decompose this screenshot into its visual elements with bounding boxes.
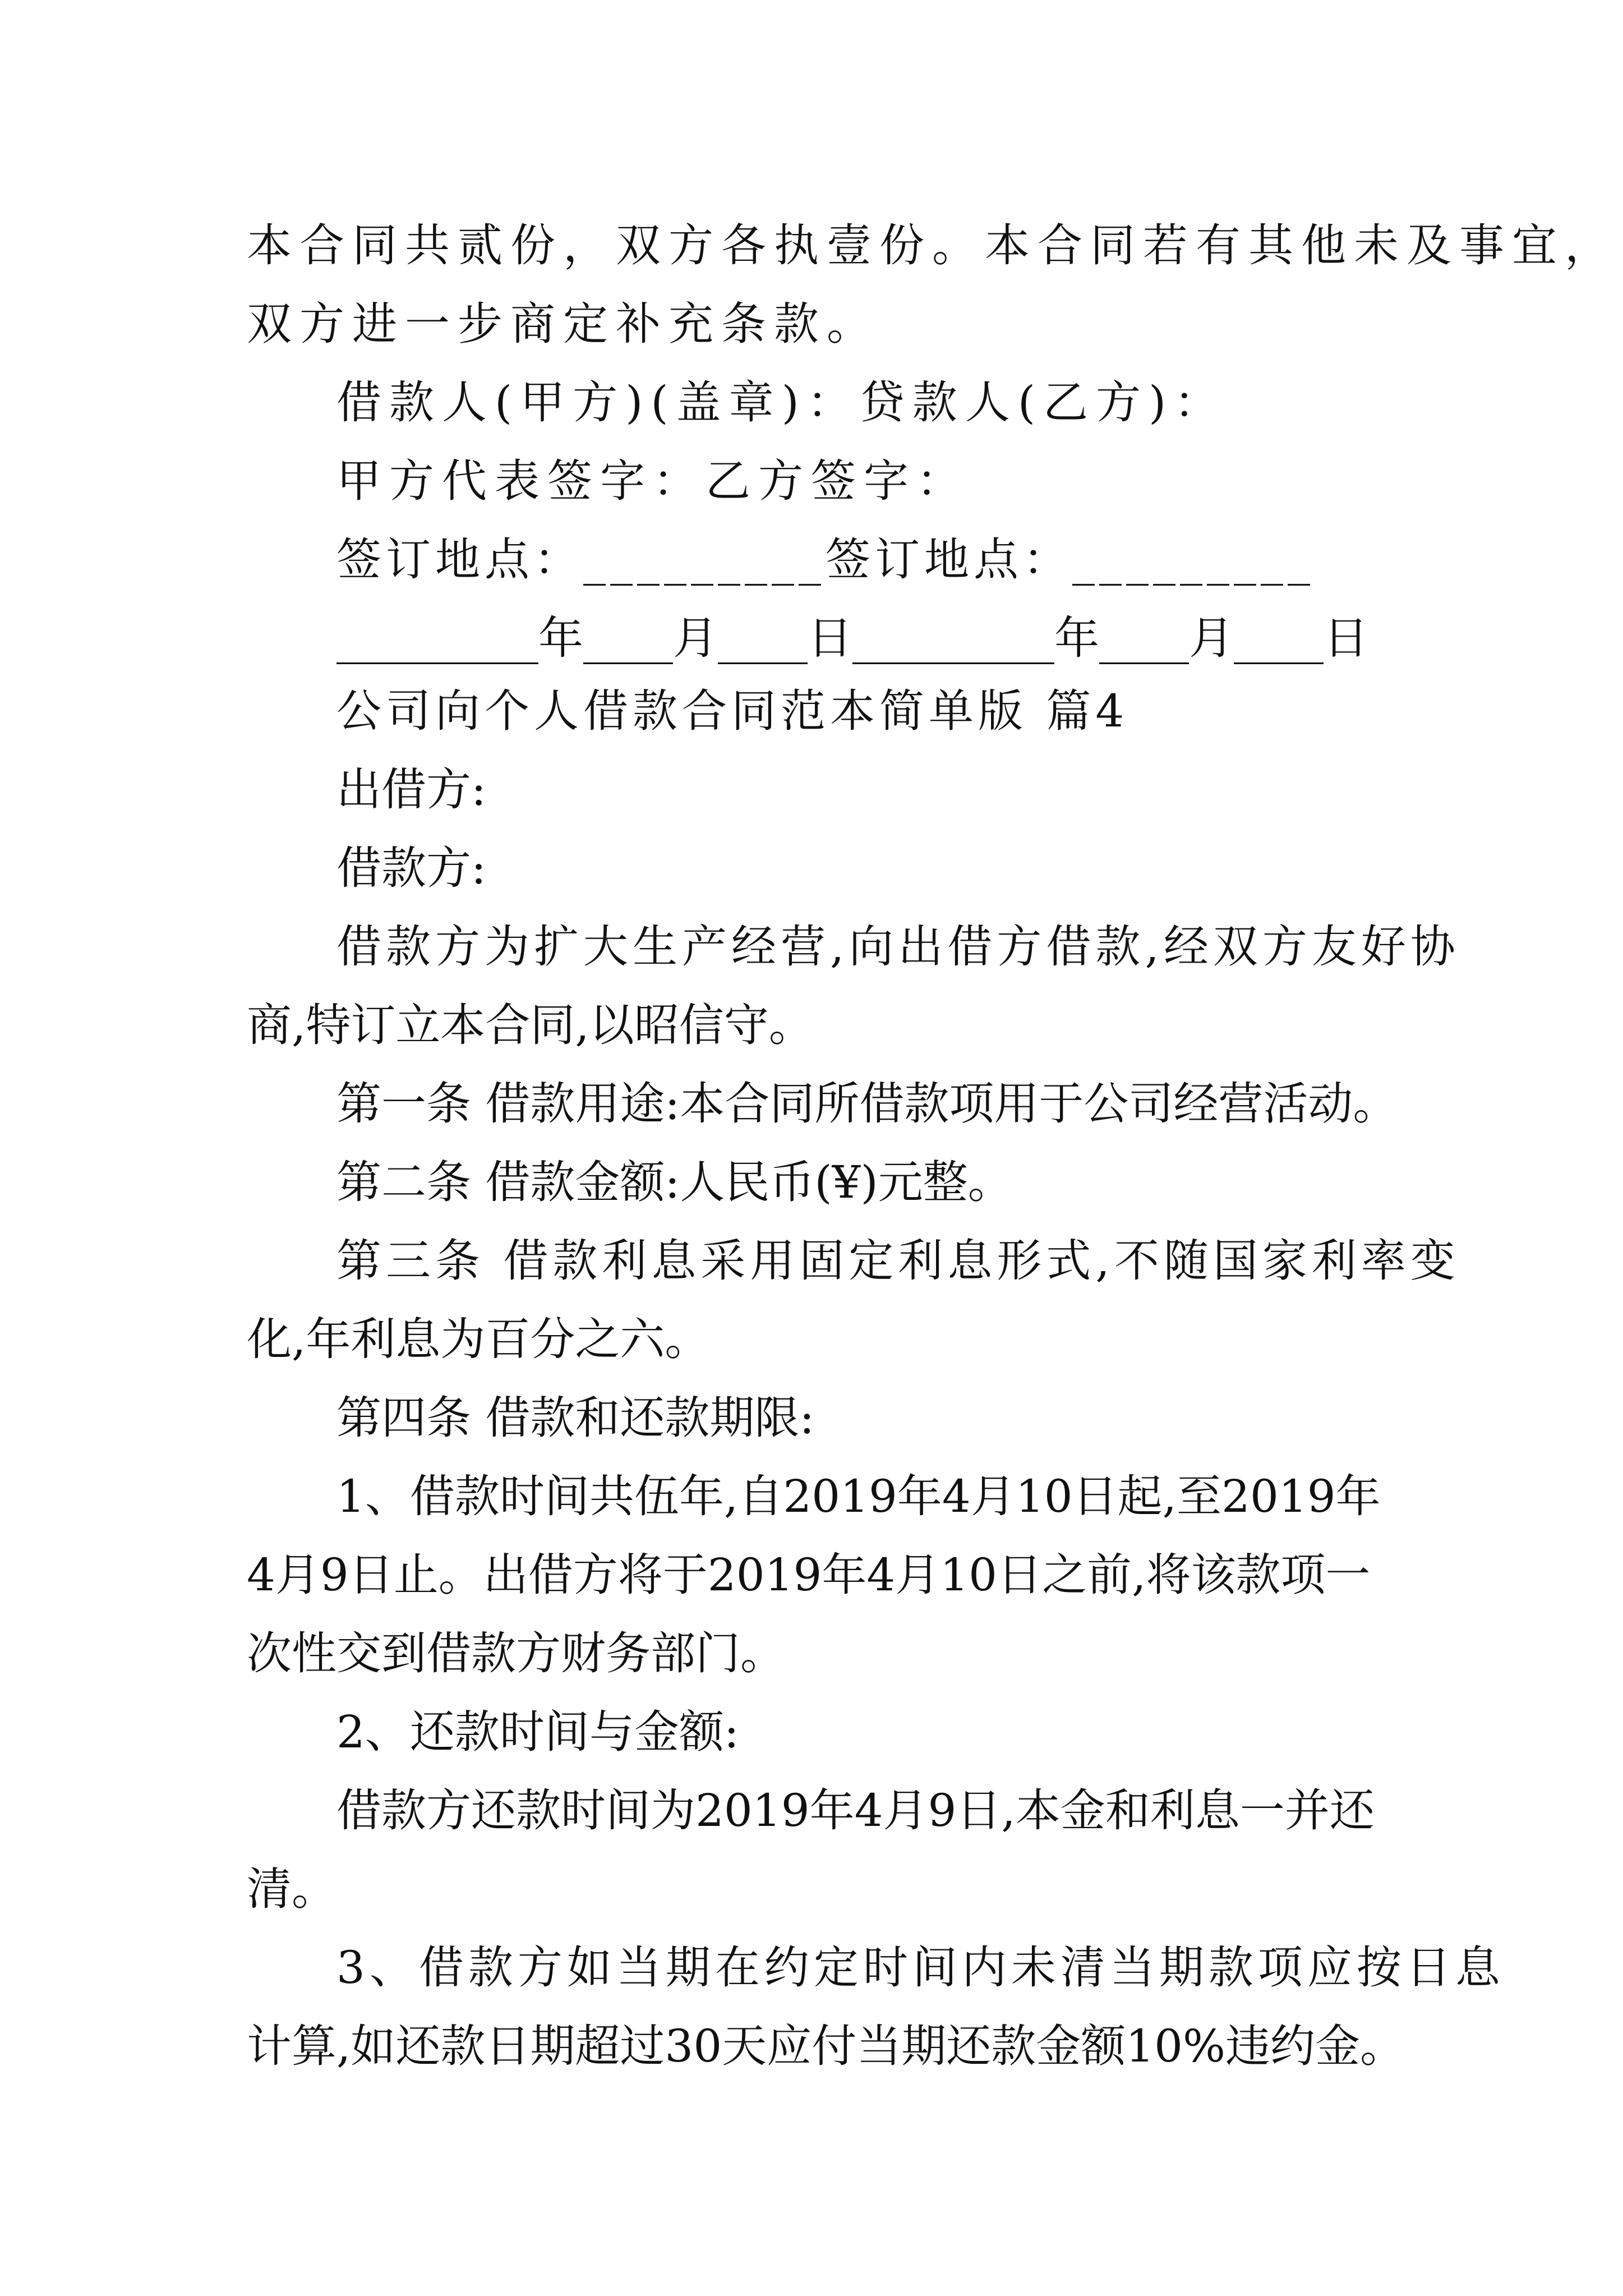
paragraph-line: 计算,如还款日期超过30天应付当期还款金额10%违约金。 [247,2020,1405,2072]
lender-label: 出借方: [336,763,486,816]
signing-date-line: _________年____月____日_________年____月____日 [336,612,1368,664]
paragraph-line: 双方进一步商定补充条款。 [247,298,879,350]
paragraph-line: 1、借款时间共伍年,自2019年4月10日起,至2019年 [336,1470,1381,1522]
paragraph-line: 3、借款方如当期在约定时间内未清当期款项应按日息 [336,1941,1505,1994]
paragraph-line: 2、还款时间与金额: [336,1706,739,1758]
paragraph-line: 借款方还款时间为2019年4月9日,本金和利息一并还 [336,1784,1375,1837]
paragraph-line: 清。 [247,1863,336,1915]
paragraph-line: 本合同共贰份，双方各执壹份。本合同若有其他未及事宜， [247,219,1617,272]
article-line: 第三条 借款利息采用固定利息形式,不随国家利率变 [336,1235,1460,1287]
signature-label-line: 甲方代表签字：乙方签字： [336,455,969,507]
article-line: 第二条 借款金额:人民币(¥)元整。 [336,1156,1013,1208]
paragraph-line: 化,年利息为百分之六。 [247,1313,710,1365]
article-line: 第一条 借款用途:本合同所借款项用于公司经营活动。 [336,1078,1398,1130]
paragraph-line: 借款方为扩大生产经营,向出借方借款,经双方友好协 [336,921,1460,973]
paragraph-line: 4月9日止。出借方将于2019年4月10日之前,将该款项一 [247,1549,1371,1601]
signing-place-line: 签订地点：_________签订地点：_________ [336,533,1315,586]
section-heading: 公司向个人借款合同范本简单版 篇4 [336,685,1129,737]
paragraph-line: 次性交到借款方财务部门。 [247,1627,785,1680]
signature-parties-line: 借款人(甲方)(盖章)：贷款人(乙方)： [336,376,1227,429]
article-line: 第四条 借款和还款期限: [336,1392,815,1444]
borrower-label: 借款方: [336,842,486,894]
paragraph-line: 商,特订立本合同,以昭信守。 [247,999,814,1051]
